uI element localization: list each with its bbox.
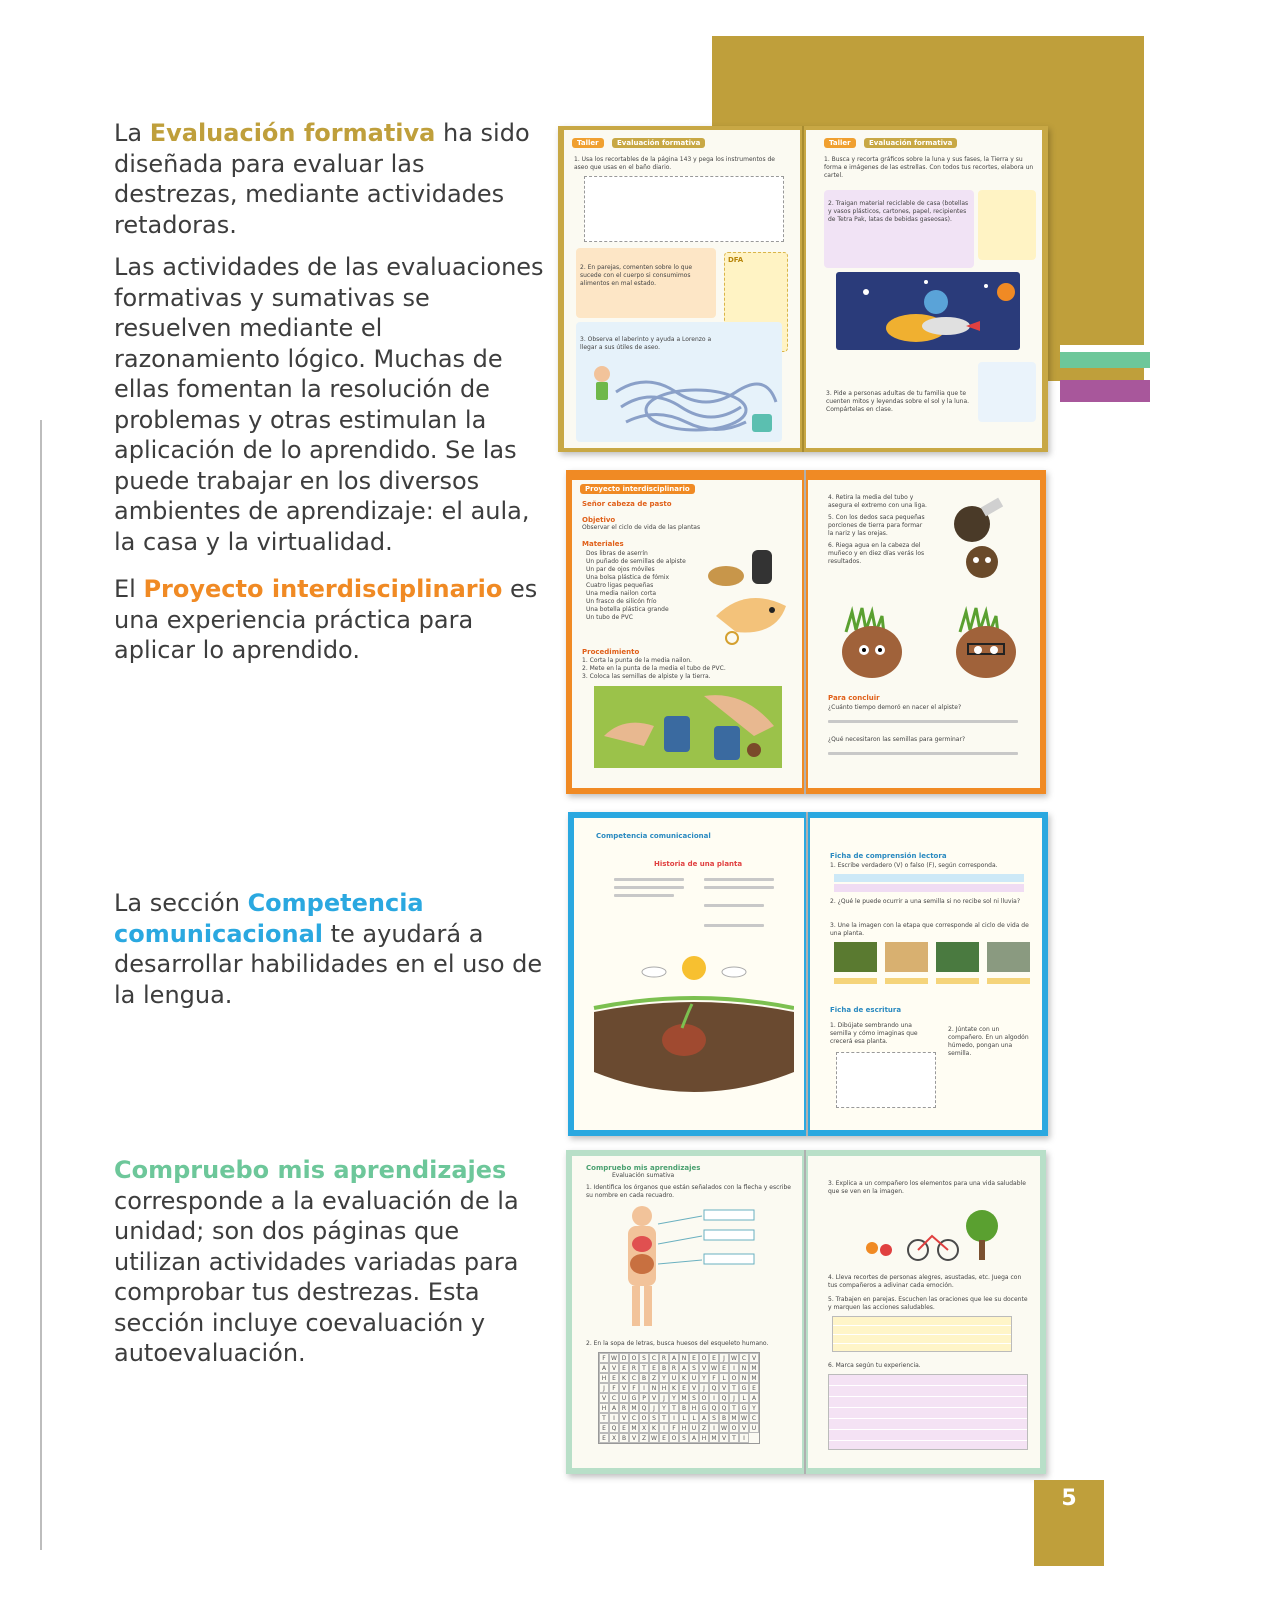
word-search-cell: O [729, 1423, 739, 1433]
word-search-cell: A [689, 1433, 699, 1443]
competencia-comunicacional-text [114, 888, 544, 1022]
spread3-ficha-escritura: Ficha de escritura [830, 1006, 902, 1014]
word-search-cell: M [679, 1393, 689, 1403]
spread2-title: Señor cabeza de pasto [582, 500, 672, 508]
word-search-cell: C [749, 1413, 759, 1423]
lifecycle-image [885, 942, 928, 972]
spread3-f1-q3: 3. Une la imagen con la etapa que corresponde al ciclo de vida de una planta. [830, 922, 1029, 937]
spread-proyecto-interdisciplinario [566, 470, 1046, 794]
material-item: Una media nailon corta [586, 590, 657, 597]
spread1-left-q3: 3. Observa el laberinto y ayuda a Lorenzo a llegar a sus útiles de aseo. [580, 336, 712, 351]
spread1-left-page [564, 130, 800, 448]
word-search-cell: V [609, 1363, 619, 1373]
word-search-cell: N [649, 1383, 659, 1393]
word-search-cell: A [599, 1363, 609, 1373]
true-false-row [834, 884, 1024, 892]
word-search-cell: V [649, 1393, 659, 1403]
word-search-cell: I [729, 1363, 739, 1373]
lifecycle-label [936, 978, 979, 984]
text-line [704, 886, 774, 889]
spread1-dfa-label: DFA [728, 256, 744, 264]
self-evaluation-table [828, 1374, 1028, 1450]
word-search-cell: E [659, 1433, 669, 1443]
spread3-ficha-comprension: Ficha de comprensión lectora [830, 852, 947, 860]
spread1-right-q1: 1. Busca y recorta gráficos sobre la luna y sus fases, la Tierra y su forma e imágenes de las estrellas. Con todos tus recortes, elabora un cartel. [824, 156, 1034, 179]
word-search-cell: E [679, 1383, 689, 1393]
word-search-cell: C [649, 1353, 659, 1363]
material-item: Cuatro ligas pequeñas [586, 582, 654, 589]
word-search-cell: L [719, 1373, 729, 1383]
word-search-cell: R [629, 1363, 639, 1373]
word-search-cell: I [739, 1433, 749, 1443]
word-search-cell: Y [669, 1393, 679, 1403]
text-run: es una experiencia práctica para aplicar lo aprendido. [114, 575, 538, 664]
lifecycle-labels [834, 978, 1030, 984]
material-item: Una bolsa plástica de fómix [586, 574, 670, 581]
word-search-cell: B [659, 1363, 669, 1373]
word-search-cell: J [719, 1353, 729, 1363]
text-run: te ayudará a desarrollar habilidades en el uso de la lengua. [114, 919, 543, 1009]
answer-line [828, 752, 1018, 755]
competencia-comunicacional-highlight: Competencia comunicacional [114, 889, 424, 948]
word-search-cell: C [629, 1373, 639, 1383]
procedure-step: 5. Con los dedos saca pequeñas porciones de tierra para formar la nariz y las orejas. [828, 514, 925, 537]
word-search-cell: F [709, 1373, 719, 1383]
spread3-right-page [810, 818, 1042, 1130]
word-search-grid [598, 1352, 760, 1444]
spread1-left-tag: Taller [572, 138, 604, 148]
word-search-cell: V [689, 1383, 699, 1393]
word-search-cell: S [639, 1353, 649, 1363]
drawing-box [836, 1052, 936, 1108]
spread4-q6: 6. Marca según tu experiencia. [828, 1362, 921, 1369]
spread1-right-tag2: Evaluación formativa [864, 138, 957, 148]
word-search-cell: W [739, 1413, 749, 1423]
word-search-cell: S [689, 1363, 699, 1373]
word-search-cell: F [599, 1353, 609, 1363]
word-search-cell: Y [749, 1403, 759, 1413]
spread2-procedimiento-heading: Procedimiento [582, 648, 640, 656]
spread2-right-page [808, 480, 1040, 788]
word-search-cell: J [729, 1393, 739, 1403]
spread3-f1-q1: 1. Escribe verdadero (V) o falso (F), según corresponda. [830, 862, 998, 869]
word-search-cell: U [689, 1423, 699, 1433]
competencia-comunicacional-paragraph [114, 888, 544, 1010]
spread1-left-q1: 1. Usa los recortables de la página 143 y pega los instrumentos de aseo que usas en el baño diario. [574, 156, 775, 171]
spread-evaluacion-formativa [558, 126, 1048, 452]
word-search-cell: C [739, 1353, 749, 1363]
word-search-cell: G [739, 1403, 749, 1413]
word-search-cell: E [749, 1383, 759, 1393]
spread-compruebo-aprendizajes [566, 1150, 1046, 1474]
word-search-cell: G [629, 1393, 639, 1403]
spread2-question-2: ¿Qué necesitaron las semillas para germinar? [828, 736, 966, 743]
word-search-cell: U [669, 1373, 679, 1383]
word-search-cell: S [679, 1433, 689, 1443]
word-search-cell: X [609, 1433, 619, 1443]
word-search-cell: R [619, 1403, 629, 1413]
word-search-cell: H [599, 1373, 609, 1383]
word-search-cell: W [649, 1433, 659, 1443]
word-search-cell: Y [699, 1373, 709, 1383]
spread2-objetivo: Observar el ciclo de vida de las plantas [582, 524, 701, 531]
word-search-cell: K [649, 1423, 659, 1433]
spread1-left-q2: 2. En parejas, comenten sobre lo que sucede con el cuerpo si consumimos alimentos en mal estado. [580, 264, 693, 287]
word-search-cell: G [699, 1403, 709, 1413]
word-search-cell: V [619, 1383, 629, 1393]
word-search-cell: P [639, 1393, 649, 1403]
procedure-step: 3. Coloca las semillas de alpiste y la tierra. [582, 673, 711, 680]
word-search-cell: Q [719, 1403, 729, 1413]
word-search-cell: B [679, 1403, 689, 1413]
word-search-cell: V [699, 1363, 709, 1373]
spread1-left-paste-box [584, 176, 784, 242]
word-search-cell: K [619, 1373, 629, 1383]
spread2-materiales-heading: Materiales [582, 540, 624, 548]
word-search-cell: Q [709, 1383, 719, 1393]
material-item: Una botella plástica grande [586, 606, 669, 613]
spread3-header: Competencia comunicacional [596, 832, 711, 840]
word-search-cell: U [689, 1373, 699, 1383]
spread1-right-side-panel [978, 362, 1036, 422]
word-search-cell: M [749, 1363, 759, 1373]
text-run: El [114, 575, 144, 603]
text-line [614, 878, 684, 881]
word-search-cell: W [719, 1423, 729, 1433]
word-search-cell: O [729, 1373, 739, 1383]
answer-line [828, 720, 1018, 723]
word-search-cell: Q [719, 1393, 729, 1403]
spread4-right-page [808, 1156, 1040, 1468]
text-line [704, 904, 764, 907]
word-search-cell: Y [659, 1373, 669, 1383]
word-search-cell: L [739, 1393, 749, 1403]
word-search-cell: A [609, 1403, 619, 1413]
word-search-cell: I [639, 1383, 649, 1393]
word-search-cell: T [599, 1413, 609, 1423]
material-item: Un frasco de silicón frío [586, 598, 657, 605]
word-search-cell: K [669, 1383, 679, 1393]
word-search-cell: J [599, 1383, 609, 1393]
word-search-cell: R [659, 1353, 669, 1363]
spread3-f2-q2: 2. Júntate con un compañero. En un algodón húmedo, pongan una semilla. [948, 1026, 1029, 1057]
spread3-gutter [806, 812, 808, 1136]
spread1-maze-panel [576, 322, 782, 442]
human-body-illustration [592, 1204, 792, 1334]
word-search-cell: V [599, 1393, 609, 1403]
spread2-right-steps [828, 494, 928, 566]
page-number: 5 [1034, 1480, 1104, 1566]
proyecto-interdisciplinario-highlight: Proyecto interdisciplinario [143, 575, 503, 603]
word-search-cell: M [629, 1403, 639, 1413]
word-search-cell: E [619, 1363, 629, 1373]
lifecycle-image [834, 942, 877, 972]
word-search-cell: Q [639, 1403, 649, 1413]
grass-head-steps-photo [932, 494, 1032, 584]
word-search-cell: H [689, 1403, 699, 1413]
healthy-actions-table [832, 1316, 1012, 1352]
word-search-cell: O [639, 1413, 649, 1423]
spread4-gutter [804, 1150, 806, 1474]
text-line [704, 878, 774, 881]
word-search-cell: F [609, 1383, 619, 1393]
word-search-cell: E [709, 1353, 719, 1363]
word-search-cell: T [729, 1403, 739, 1413]
lifecycle-image [987, 942, 1030, 972]
word-search-cell: Q [709, 1403, 719, 1413]
compruebo-aprendizajes-text [114, 1155, 544, 1381]
word-search-cell: K [679, 1373, 689, 1383]
spread1-right-tag: Taller [824, 138, 856, 148]
word-search-cell: N [739, 1363, 749, 1373]
word-search-cell: W [609, 1353, 619, 1363]
word-search-cell: X [639, 1423, 649, 1433]
word-search-cell: M [709, 1433, 719, 1443]
word-search-cell: I [609, 1413, 619, 1423]
spread2-header: Proyecto interdisciplinario [580, 484, 695, 494]
word-search-cell: T [659, 1413, 669, 1423]
lifecycle-image [936, 942, 979, 972]
spread2-left-page [572, 480, 802, 788]
text-run: La sección [114, 889, 248, 917]
materials-photo [696, 546, 796, 646]
spread4-q2: 2. En la sopa de letras, busca huesos del esqueleto humano. [586, 1340, 769, 1347]
true-false-row [834, 874, 1024, 882]
word-search-cell: E [689, 1353, 699, 1363]
lifecycle-label [834, 978, 877, 984]
word-search-cell: V [749, 1353, 759, 1363]
spread4-left-page [572, 1156, 802, 1468]
word-search-cell: V [719, 1433, 729, 1443]
word-search-cell: U [749, 1423, 759, 1433]
word-search-cell: M [749, 1373, 759, 1383]
procedure-step: 2. Mete en la punta de la media el tubo de PVC. [582, 665, 726, 672]
word-search-cell: V [719, 1383, 729, 1393]
word-search-cell: T [669, 1403, 679, 1413]
spread-competencia-comunicacional [568, 812, 1048, 1136]
word-search-cell: E [609, 1373, 619, 1383]
word-search-cell: O [699, 1353, 709, 1363]
word-search-cell: I [709, 1423, 719, 1433]
word-search-cell: Z [649, 1373, 659, 1383]
word-search-cell: J [699, 1383, 709, 1393]
text-run: ha sido diseñada para evaluar las destrezas, mediante actividades retadoras. [114, 119, 530, 239]
word-search-cell: Z [699, 1423, 709, 1433]
procedure-step: 4. Retira la media del tubo y asegura el extremo con una liga. [828, 494, 927, 509]
word-search-cell: I [669, 1413, 679, 1423]
spread4-q4: 4. Lleva recortes de personas alegres, asustadas, etc. Juega con tus compañeros a adivinar cada emoción. [828, 1274, 1022, 1289]
plant-story-illustration [584, 948, 794, 1098]
word-search-cell: Z [639, 1433, 649, 1443]
lifecycle-label [885, 978, 928, 984]
word-search-cell: N [679, 1353, 689, 1363]
word-search-cell: A [679, 1363, 689, 1373]
word-search-cell: H [599, 1403, 609, 1413]
word-search-cell: V [739, 1423, 749, 1433]
word-search-cell: Q [609, 1423, 619, 1433]
text-line [704, 924, 764, 927]
text-line [614, 886, 684, 889]
word-search-cell: J [649, 1403, 659, 1413]
spread1-right-q3: 3. Pide a personas adultas de tu familia que te cuenten mitos y leyendas sobre el sol y la luna. Compártelas en clase. [826, 390, 970, 413]
word-search-cell: T [729, 1383, 739, 1393]
word-search-cell: B [619, 1433, 629, 1443]
spread2-objetivo-heading: Objetivo [582, 516, 616, 524]
word-search-cell: O [629, 1353, 639, 1363]
word-search-cell: D [619, 1353, 629, 1363]
evaluacion-formativa-highlight: Evaluación formativa [149, 119, 436, 147]
compruebo-aprendizajes-paragraph [114, 1155, 544, 1369]
word-search-cell: F [629, 1383, 639, 1393]
word-search-cell: B [719, 1413, 729, 1423]
word-search-cell: A [699, 1413, 709, 1423]
word-search-cell: E [719, 1363, 729, 1373]
spread4-q1: 1. Identifica los órganos que están señalados con la flecha y escribe su nombre en cada recuadro. [586, 1184, 791, 1199]
spread3-story-title: Historia de una planta [654, 860, 743, 868]
grass-head-dolls-photo [816, 602, 1036, 686]
evaluacion-formativa-body: Las actividades de las evaluaciones formativas y sumativas se resuelven mediante el razonamiento lógico. Muchas de ellas fomentan la resolución de problemas y otras estimulan la aplicación de lo aprendido. Se las puede trabajar en los diversos ambientes de aprendizaje: el aula, la casa y la virtualidad. [114, 253, 544, 556]
proyecto-interdisciplinario-paragraph [114, 574, 544, 666]
word-search-cell: B [639, 1373, 649, 1383]
word-search-cell: J [659, 1393, 669, 1403]
text-run: corresponde a la evaluación de la unidad; son dos páginas que utilizan actividades variadas para comprobar tus destrezas. Esta sección incluye coevaluación y autoevaluación. [114, 1186, 519, 1367]
word-search-cell: H [699, 1433, 709, 1443]
word-search-cell: S [649, 1413, 659, 1423]
word-search-cell: A [749, 1393, 759, 1403]
spread2-question-1: ¿Cuánto tiempo demoró en nacer el alpiste? [828, 704, 962, 711]
compruebo-aprendizajes-highlight: Compruebo mis aprendizajes [114, 1156, 507, 1184]
spread1-right-page [806, 130, 1042, 448]
material-item: Dos libras de aserrín [586, 550, 648, 557]
word-search-cell: E [599, 1433, 609, 1443]
healthy-life-illustration [832, 1196, 1032, 1266]
word-search-cell: R [669, 1363, 679, 1373]
word-search-cell: I [709, 1393, 719, 1403]
word-search-cell: H [679, 1423, 689, 1433]
plant-lifecycle-images [834, 942, 1030, 972]
decorative-stripe-purple [1060, 380, 1150, 402]
spread2-materiales-list [586, 550, 696, 622]
spread4-header: Compruebo mis aprendizajes [586, 1164, 701, 1172]
procedure-photos [594, 686, 782, 768]
spread1-left-tag2: Evaluación formativa [612, 138, 705, 148]
text-line [614, 894, 674, 897]
word-search-cell: S [689, 1393, 699, 1403]
word-search-cell: O [699, 1393, 709, 1403]
word-search-cell: N [739, 1373, 749, 1383]
lifecycle-label [987, 978, 1030, 984]
spread2-gutter [804, 470, 806, 794]
word-search-cell: T [639, 1363, 649, 1373]
word-search-cell: A [669, 1353, 679, 1363]
spread1-right-panel [824, 190, 974, 268]
spread1-right-q2: 2. Traigan material reciclable de casa (botellas y vasos plásticos, cartones, papel, recipientes de Tetra Pak, latas de bebidas gaseosas). [828, 200, 969, 223]
decorative-stripe-green [1060, 352, 1150, 368]
material-item: Un puñado de semillas de alpiste [586, 558, 686, 565]
word-search-cell: E [619, 1423, 629, 1433]
word-search-cell: C [609, 1393, 619, 1403]
evaluacion-formativa-text [114, 118, 544, 569]
maze-illustration [576, 322, 782, 442]
word-search-cell: W [729, 1353, 739, 1363]
word-search-cell: T [729, 1433, 739, 1443]
spread1-gutter [802, 126, 804, 452]
word-search-cell: S [709, 1413, 719, 1423]
word-search-cell: E [599, 1423, 609, 1433]
text-run: La [114, 119, 150, 147]
word-search-cell: W [709, 1363, 719, 1373]
word-search-cell: H [659, 1383, 669, 1393]
material-item: Un par de ojos móviles [586, 566, 655, 573]
word-search-cell: O [669, 1433, 679, 1443]
left-margin-rule [40, 420, 42, 1550]
word-search-cell: V [629, 1433, 639, 1443]
spread2-procedimiento-list [582, 657, 797, 681]
spread4-q3: 3. Explica a un compañero los elementos para una vida saludable que se ven en la imagen. [828, 1180, 1026, 1195]
proyecto-interdisciplinario-text [114, 574, 544, 678]
word-search-cell: L [689, 1413, 699, 1423]
space-illustration [836, 272, 1020, 350]
word-search-cell: C [629, 1413, 639, 1423]
spread3-f1-q2: 2. ¿Qué le puede ocurrir a una semilla si no recibe sol ni lluvia? [830, 898, 1021, 905]
word-search-cell: M [729, 1413, 739, 1423]
spread3-left-page [574, 818, 804, 1130]
word-search-cell: U [619, 1393, 629, 1403]
procedure-step: 6. Riega agua en la cabeza del muñeco y en diez días verás los resultados. [828, 542, 925, 565]
spread2-para-concluir: Para concluir [828, 694, 880, 702]
spread4-q5: 5. Trabajen en parejas. Escuchen las oraciones que lee su docente y marquen las acciones saludables. [828, 1296, 1028, 1311]
word-search-cell: F [669, 1423, 679, 1433]
word-search-cell: E [649, 1363, 659, 1373]
word-search-cell: I [659, 1423, 669, 1433]
word-search-cell: Y [659, 1403, 669, 1413]
procedure-step: 1. Corta la punta de la media nailon. [582, 657, 692, 664]
word-search-cell: V [619, 1413, 629, 1423]
word-search-cell: L [679, 1413, 689, 1423]
evaluacion-formativa-intro [114, 118, 544, 240]
spread3-f2-q1: 1. Dibújate sembrando una semilla y cómo imaginas que crecerá esa planta. [830, 1022, 918, 1045]
spread1-right-dfa-panel [978, 190, 1036, 260]
material-item: Un tubo de PVC [586, 614, 633, 621]
spread4-subheader: Evaluación sumativa [612, 1172, 675, 1179]
word-search-cell: M [629, 1423, 639, 1433]
word-search-cell: G [739, 1383, 749, 1393]
